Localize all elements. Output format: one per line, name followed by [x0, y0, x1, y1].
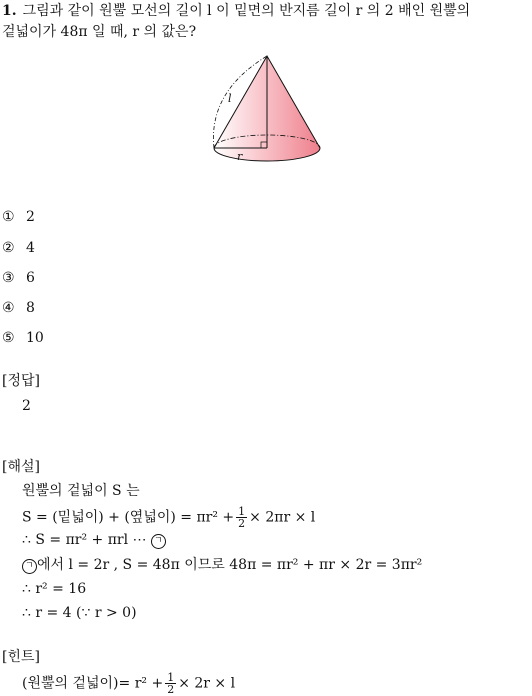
- question-line-1: [2, 2, 470, 20]
- circled-mark-ref: ㄱ: [22, 559, 37, 574]
- answer-heading: [정답]: [2, 373, 40, 389]
- solution-line-2: S = (밑넓이) + (옆넓이) = πr² + $\frac{1}{2}$ × 2πr × l: [22, 505, 316, 530]
- hint-line-1: (원뿔의 겉넓이)= r² + $\frac{1}{2}$ × 2r × l: [22, 671, 236, 696]
- label-l: l: [228, 92, 232, 105]
- fraction-half: $\frac{1}{2}$: [238, 505, 246, 530]
- hint-heading: [힌트]: [2, 649, 40, 665]
- hint-fraction-half: $\frac{1}{2}$: [167, 671, 175, 696]
- solution-line-4: ㄱ 에서 l = 2r , S = 48π 이므로 48π = πr² + πr × 2r = 3πr²: [22, 556, 422, 574]
- choice-5[interactable]: ⑤ 10: [2, 330, 44, 346]
- circled-mark: ㄱ: [151, 534, 166, 549]
- choice-3[interactable]: ③ 6: [2, 270, 35, 286]
- question-text-1: 그림과 같이 원뿔 모선의 길이 l 이 밑면의 반지름 길이 r 의 2 배인 원뿔의: [22, 3, 471, 19]
- solution-line-3: ∴ S = πr² + πrl ⋯ ㄱ: [22, 531, 166, 549]
- solution-line-5: ∴ r² = 16: [22, 581, 87, 597]
- question-number: 1.: [2, 3, 17, 19]
- solution-line-1: 원뿔의 겉넓이 S 는: [22, 483, 140, 499]
- question-line-2: 겉넓이가 48π 일 때, r 의 값은?: [2, 24, 197, 40]
- choice-1[interactable]: ① 2: [2, 209, 35, 225]
- choice-4[interactable]: ④ 8: [2, 300, 35, 316]
- solution-heading: [해설]: [2, 459, 40, 475]
- answer-value: 2: [22, 398, 31, 414]
- solution-line-6: ∴ r = 4 (∵ r > 0): [22, 605, 137, 621]
- cone-figure: [206, 52, 328, 168]
- choice-2[interactable]: ② 4: [2, 240, 35, 256]
- label-r: r: [237, 150, 243, 163]
